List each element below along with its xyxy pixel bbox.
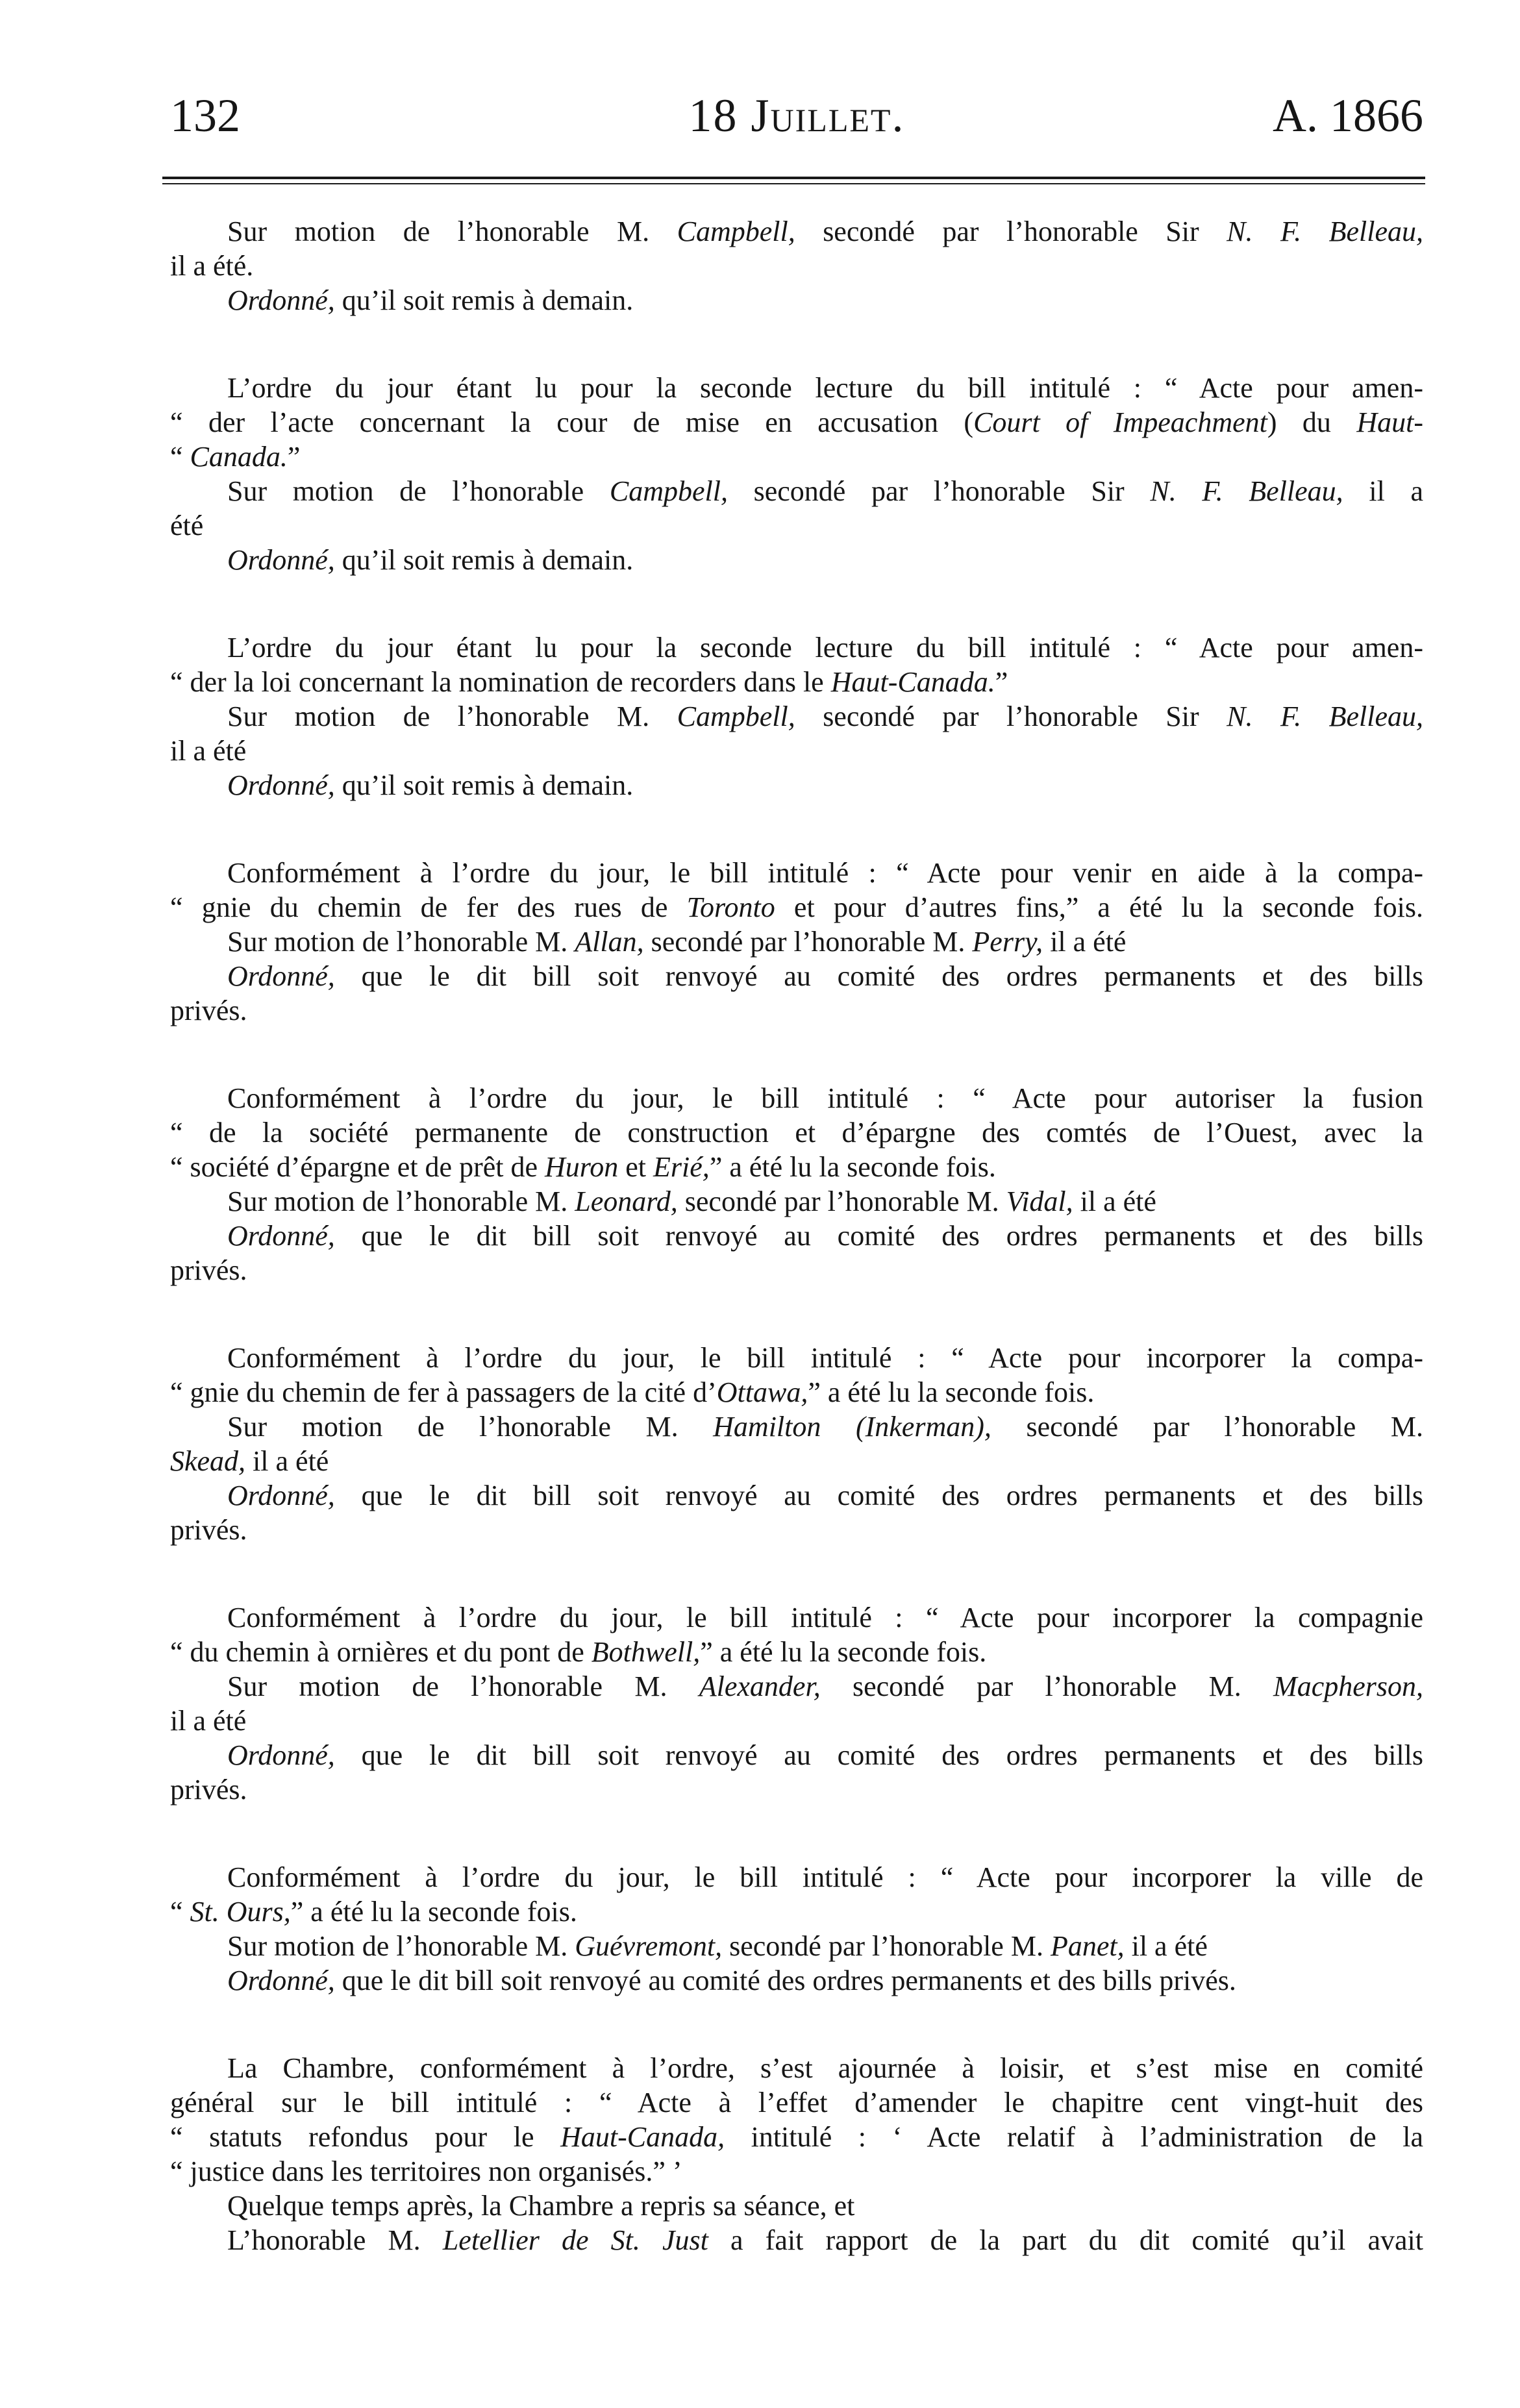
text-line [170, 890, 1423, 925]
text-run: il a été [1073, 1185, 1156, 1217]
italic-run: Campbell, [609, 475, 728, 507]
text-line [170, 1772, 1423, 1807]
text-run: secondé par l’honorable M. [820, 1670, 1274, 1702]
text-run: Sur motion de l’honorable M. [227, 1185, 575, 1217]
italic-run: Hamilton (Inkerman), [713, 1411, 991, 1443]
text-run: privés. [170, 1254, 247, 1286]
text-run: Sur motion de l’honorable M. [227, 216, 677, 247]
text-line [170, 1860, 1423, 1894]
italic-run: St. Ours, [190, 1896, 291, 1928]
text-run: il a été. [170, 250, 254, 282]
text-run: ” a été lu la seconde fois. [700, 1636, 987, 1668]
text-run: secondé par l’honorable Sir [727, 475, 1151, 507]
text-run: Conformément à l’ordre du jour, le bill intitulé : “ Acte pour venir en aide à la compa- [227, 857, 1423, 889]
text-line [170, 1963, 1423, 1998]
text-run: Sur motion de l’honorable M. [227, 1930, 575, 1962]
text-run: “ statuts refondus pour le [170, 2121, 561, 2153]
text-line [170, 2085, 1423, 2120]
text-run: ” a été lu la seconde fois. [290, 1896, 577, 1928]
text-line [170, 1704, 1423, 1738]
text-run: qu’il soit remis à demain. [334, 284, 634, 316]
italic-run: Bothwell, [591, 1636, 701, 1668]
text-run: “ gnie du chemin de fer des rues de [170, 891, 687, 923]
text-run: il a [1343, 475, 1424, 507]
text-run: il a été [1043, 926, 1127, 958]
text-run: ” a été lu la seconde fois. [808, 1376, 1095, 1408]
text-line [170, 1600, 1423, 1635]
italic-run: Alexander, [699, 1670, 821, 1702]
italic-run: N. F. Belleau, [1227, 216, 1423, 247]
text-line [170, 959, 1423, 993]
text-line [170, 1150, 1423, 1184]
text-run: secondé par l’honorable M. [991, 1411, 1424, 1443]
text-run: Conformément à l’ordre du jour, le bill intitulé : “ Acte pour incorporer la ville de [227, 1861, 1423, 1893]
italic-run: Haut-Canada. [830, 666, 995, 698]
italic-run: Erié, [653, 1151, 710, 1183]
journal-paragraph [170, 1860, 1423, 1998]
text-run: “ der la loi concernant la nomination de recorders dans le [170, 666, 831, 698]
text-run: privés. [170, 995, 247, 1026]
text-run: ” [995, 666, 1008, 698]
italic-run: Perry, [972, 926, 1043, 958]
italic-run: Ordonné, [227, 769, 335, 801]
text-run: “ justice dans les territoires non organisés.” ’ [170, 2155, 682, 2187]
text-line [170, 371, 1423, 405]
italic-run: Canada. [190, 441, 288, 473]
text-run: secondé par l’honorable M. [677, 1185, 1006, 1217]
text-line [170, 405, 1423, 440]
text-line [170, 2223, 1423, 2257]
text-line [170, 1375, 1423, 1409]
text-run: Conformément à l’ordre du jour, le bill intitulé : “ Acte pour incorporer la compa- [227, 1342, 1423, 1374]
journal-paragraph [170, 2051, 1423, 2257]
italic-run: Vidal, [1006, 1185, 1073, 1217]
text-line [170, 734, 1423, 768]
italic-run: Haut- [1356, 406, 1423, 438]
text-line [170, 1444, 1423, 1478]
text-run: La Chambre, conformément à l’ordre, s’est ajournée à loisir, et s’est mise en comité [227, 2052, 1423, 2084]
text-run: Sur motion de l’honorable M. [227, 1670, 699, 1702]
italic-run: Ordonné, [227, 1480, 335, 1511]
text-line [170, 1669, 1423, 1704]
text-line [170, 1894, 1423, 1929]
text-line [170, 214, 1423, 249]
journal-paragraph [170, 1341, 1423, 1547]
text-line [170, 1478, 1423, 1513]
text-run: L’ordre du jour étant lu pour la seconde lecture du bill intitulé : “ Acte pour amen- [227, 632, 1423, 664]
journal-paragraph [170, 1081, 1423, 1287]
text-run: a fait rapport de la part du dit comité qu’il avait [708, 2224, 1423, 2256]
text-run: L’ordre du jour étant lu pour la seconde lecture du bill intitulé : “ Acte pour amen- [227, 372, 1423, 404]
text-line [170, 2189, 1423, 2223]
text-run: qu’il soit remis à demain. [334, 769, 634, 801]
text-run: secondé par l’honorable M. [643, 926, 973, 958]
italic-run: Ordonné, [227, 960, 335, 992]
italic-run: N. F. Belleau, [1227, 701, 1423, 732]
text-run: “ de la société permanente de construction et d’épargne des comtés de l’Ouest, avec la [170, 1117, 1423, 1148]
text-line [170, 1115, 1423, 1150]
text-run: ) du [1267, 406, 1357, 438]
text-line [170, 925, 1423, 959]
text-run: privés. [170, 1774, 247, 1806]
italic-run: Ordonné, [227, 1220, 335, 1252]
text-run: “ [170, 1896, 190, 1928]
text-line [170, 630, 1423, 665]
running-title-date: 18 Juillet. [688, 90, 905, 142]
text-line [170, 1513, 1423, 1547]
text-line [170, 699, 1423, 734]
text-run: Sur motion de l’honorable M. [227, 926, 575, 958]
text-line [170, 2120, 1423, 2154]
text-run: secondé par l’honorable Sir [795, 701, 1227, 732]
italic-run: Skead, [170, 1445, 246, 1477]
text-line [170, 249, 1423, 283]
text-line [170, 1081, 1423, 1115]
page-header [170, 90, 1423, 142]
header-rule-thin [162, 183, 1425, 184]
journal-paragraph [170, 630, 1423, 802]
journal-body [170, 214, 1423, 2311]
text-line [170, 508, 1423, 543]
text-line [170, 543, 1423, 577]
text-run: été [170, 510, 204, 541]
text-line [170, 856, 1423, 890]
text-line [170, 283, 1423, 317]
text-line [170, 1253, 1423, 1287]
page-number: 132 [170, 90, 240, 142]
text-run: que le dit bill soit renvoyé au comité des ordres permanents et des bills [334, 1220, 1423, 1252]
text-run: L’honorable M. [227, 2224, 443, 2256]
italic-run: Ordonné, [227, 1965, 335, 1996]
text-run: ” [287, 441, 301, 473]
text-line [170, 440, 1423, 474]
italic-run: Campbell, [677, 701, 795, 732]
text-run: “ gnie du chemin de fer à passagers de la cité d’ [170, 1376, 717, 1408]
header-rule-thick [162, 177, 1425, 179]
text-run: privés. [170, 1514, 247, 1546]
text-run: il a été [170, 1705, 247, 1737]
journal-paragraph [170, 1600, 1423, 1807]
text-line [170, 2051, 1423, 2085]
italic-run: Macpherson, [1273, 1670, 1424, 1702]
running-title-year: A. 1866 [1273, 90, 1423, 142]
text-line [170, 1184, 1423, 1219]
text-line [170, 1738, 1423, 1772]
italic-run: Court of Impeachment [973, 406, 1267, 438]
italic-run: Leonard, [575, 1185, 678, 1217]
journal-paragraph [170, 214, 1423, 317]
journal-paragraph [170, 371, 1423, 577]
text-run: que le dit bill soit renvoyé au comité des ordres permanents et des bills privés. [334, 1965, 1236, 1996]
text-line [170, 2154, 1423, 2189]
text-run: “ du chemin à ornières et du pont de [170, 1636, 592, 1668]
italic-run: Ordonné, [227, 544, 335, 576]
text-run: qu’il soit remis à demain. [334, 544, 634, 576]
text-line [170, 1929, 1423, 1963]
italic-run: Guévremont, [575, 1930, 723, 1962]
text-run: Sur motion de l’honorable M. [227, 701, 677, 732]
text-line [170, 1341, 1423, 1375]
italic-run: N. F. Belleau, [1150, 475, 1343, 507]
text-run: que le dit bill soit renvoyé au comité des ordres permanents et des bills [334, 1480, 1423, 1511]
text-run: ” a été lu la seconde fois. [709, 1151, 996, 1183]
italic-run: Huron [545, 1151, 619, 1183]
text-line [170, 1409, 1423, 1444]
text-line [170, 1219, 1423, 1253]
text-run: “ société d’épargne et de prêt de [170, 1151, 545, 1183]
text-line [170, 768, 1423, 802]
text-run: il a été [170, 735, 247, 767]
text-run: “ [170, 441, 190, 473]
italic-run: Ordonné, [227, 1739, 335, 1771]
text-run: il a été [245, 1445, 329, 1477]
text-run: Sur motion de l’honorable M. [227, 1411, 714, 1443]
italic-run: Ottawa, [716, 1376, 808, 1408]
text-run: Quelque temps après, la Chambre a repris sa séance, et [227, 2190, 855, 2222]
text-line [170, 474, 1423, 508]
italic-run: Letellier de St. Just [442, 2224, 708, 2256]
text-run: intitulé : ‘ Acte relatif à l’administration de la [725, 2121, 1424, 2153]
italic-run: Ordonné, [227, 284, 335, 316]
text-run: Sur motion de l’honorable [227, 475, 610, 507]
journal-paragraph [170, 856, 1423, 1028]
italic-run: Allan, [575, 926, 644, 958]
text-run: “ der l’acte concernant la cour de mise en accusation ( [170, 406, 974, 438]
text-run: que le dit bill soit renvoyé au comité des ordres permanents et des bills [334, 1739, 1423, 1771]
text-run: Conformément à l’ordre du jour, le bill intitulé : “ Acte pour autoriser la fusion [227, 1082, 1423, 1114]
text-run: et pour d’autres fins,” a été lu la seconde fois. [775, 891, 1423, 923]
text-run: et [618, 1151, 654, 1183]
italic-run: Haut-Canada, [560, 2121, 725, 2153]
text-line [170, 665, 1423, 699]
text-run: secondé par l’honorable Sir [795, 216, 1227, 247]
text-line [170, 1635, 1423, 1669]
text-run: général sur le bill intitulé : “ Acte à l’effet d’amender le chapitre cent vingt-huit des [170, 2087, 1423, 2118]
text-run: il a été [1124, 1930, 1208, 1962]
italic-run: Toronto [686, 891, 775, 923]
italic-run: Panet, [1050, 1930, 1125, 1962]
text-run: secondé par l’honorable M. [722, 1930, 1051, 1962]
italic-run: Campbell, [677, 216, 795, 247]
text-run: que le dit bill soit renvoyé au comité des ordres permanents et des bills [334, 960, 1423, 992]
text-line [170, 993, 1423, 1028]
text-run: Conformément à l’ordre du jour, le bill intitulé : “ Acte pour incorporer la compagnie [227, 1602, 1423, 1633]
